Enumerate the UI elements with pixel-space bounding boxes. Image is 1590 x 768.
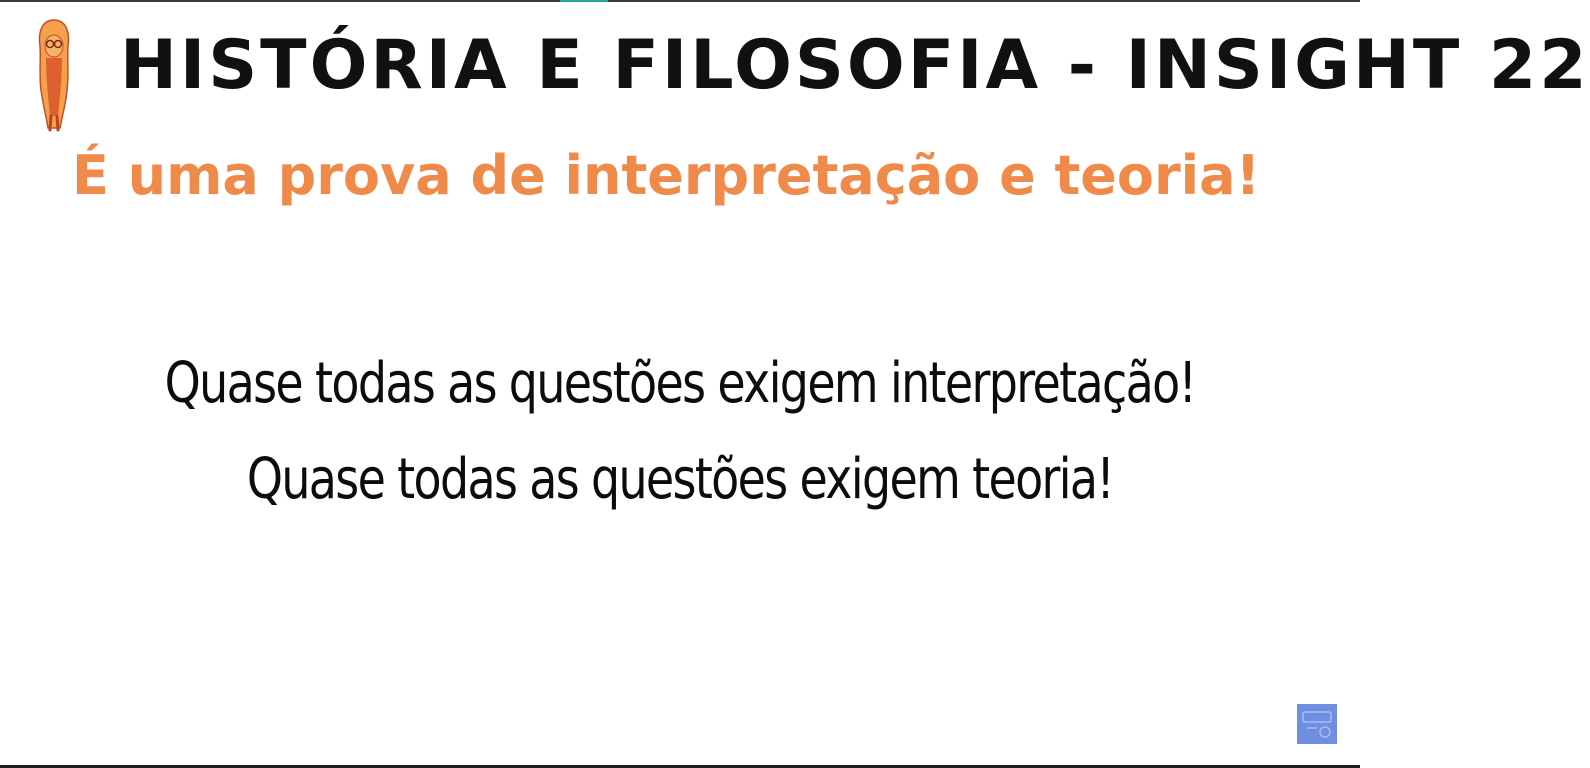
mascot-figure-icon xyxy=(34,16,74,134)
channel-logo-icon xyxy=(1297,704,1337,744)
top-accent-bar xyxy=(560,0,608,2)
slide-title: HISTÓRIA E FILOSOFIA - INSIGHT 22 xyxy=(120,26,1590,105)
slide-subtitle: É uma prova de interpretação e teoria! xyxy=(72,144,1261,207)
body-line-theory: Quase todas as questões exigem teoria! xyxy=(246,447,1114,512)
top-border xyxy=(0,0,1360,2)
body-line-interpretation: Quase todas as questões exigem interpretação! xyxy=(164,351,1196,416)
body-text xyxy=(0,336,1360,528)
